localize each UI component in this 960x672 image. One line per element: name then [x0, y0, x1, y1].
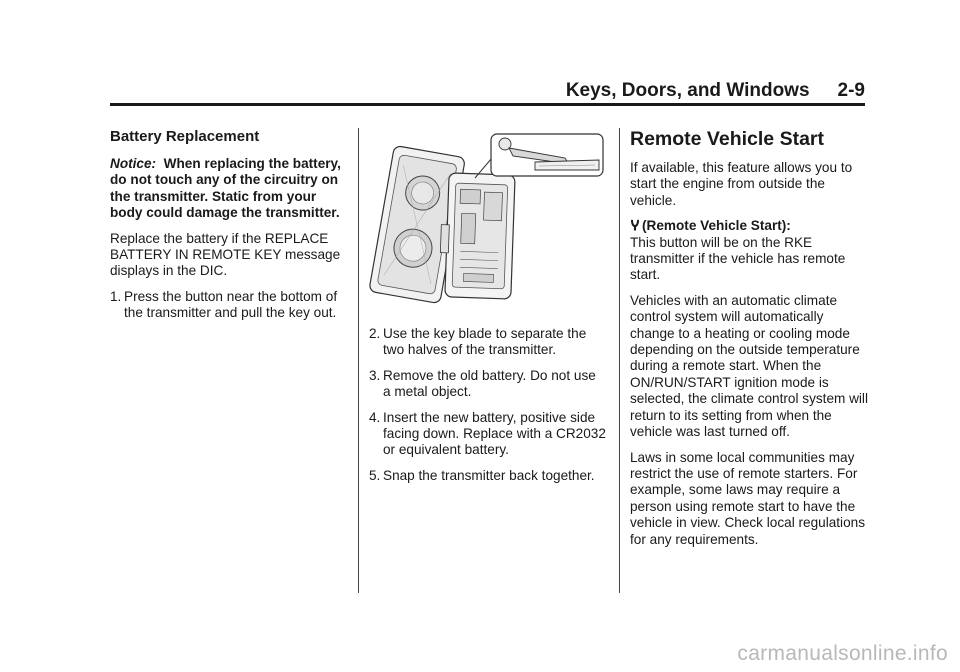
column-middle — [369, 128, 607, 493]
step-number: 4. — [369, 409, 381, 425]
remote-start-icon — [630, 219, 640, 231]
step-item — [369, 410, 607, 459]
column-divider — [358, 128, 359, 593]
step-item — [369, 368, 607, 401]
step-text: Press the button near the bottom of the transmitter and pull the key out. — [124, 288, 338, 321]
step-text: Snap the transmitter back together. — [383, 467, 595, 483]
page-number: 2-9 — [837, 80, 865, 101]
column-left — [110, 128, 350, 331]
paragraph: Laws in some local communities may restrict the use of remote starters. For example, some laws may require a person using remote start to have the vehicle in view. Check local regulations for any requirements. — [630, 449, 865, 547]
step-text: Use the key blade to separate the two halves of the transmitter. — [383, 326, 587, 358]
watermark: carmanualsonline.info — [737, 642, 948, 665]
step-text: Insert the new battery, positive side facing down. Replace with a CR2032 or equivalent battery. — [383, 409, 606, 458]
step-number: 3. — [369, 367, 381, 383]
step-item — [369, 468, 607, 484]
remote-start-label: (Remote Vehicle Start): — [642, 218, 791, 234]
paragraph: Replace the battery if the REPLACE BATTERY IN REMOTE KEY message displays in the DIC. — [110, 230, 341, 279]
transmitter-halves-figure — [369, 130, 607, 306]
step-text: Remove the old battery. Do not use a metal object. — [383, 367, 596, 400]
step-number: 5. — [369, 467, 381, 483]
column-right — [630, 128, 868, 557]
paragraph: Vehicles with an automatic climate control system will automatically change to a heating or cooling mode depending on the outside temperature during a remote start. When the ON/RUN/START ignition mode is selected, the climate control system will return to its setting from when the vehicle was last turned off. — [630, 292, 868, 440]
remote-start-entry — [630, 218, 868, 284]
section-heading: Battery Replacement — [110, 128, 260, 145]
column-divider — [619, 128, 620, 593]
header-rule — [110, 103, 865, 106]
notice-text: When replacing the battery, do not touch any of the circuitry on the transmitter. Static from your body could damage the transmitter. — [110, 156, 341, 221]
step-number: 2. — [369, 326, 381, 341]
page-header — [110, 78, 865, 104]
notice-label: Notice: — [110, 156, 157, 171]
step-item — [110, 289, 350, 322]
paragraph: If available, this feature allows you to start the engine from outside the vehicle. — [630, 160, 853, 208]
section-heading: Remote Vehicle Start — [630, 128, 824, 150]
notice — [110, 156, 350, 222]
section-title: Keys, Doors, and Windows — [565, 80, 810, 101]
step-number: 1. — [110, 288, 122, 304]
remote-start-text: This button will be on the RKE transmitter if the vehicle has remote start. — [630, 234, 846, 283]
step-item — [369, 326, 607, 359]
